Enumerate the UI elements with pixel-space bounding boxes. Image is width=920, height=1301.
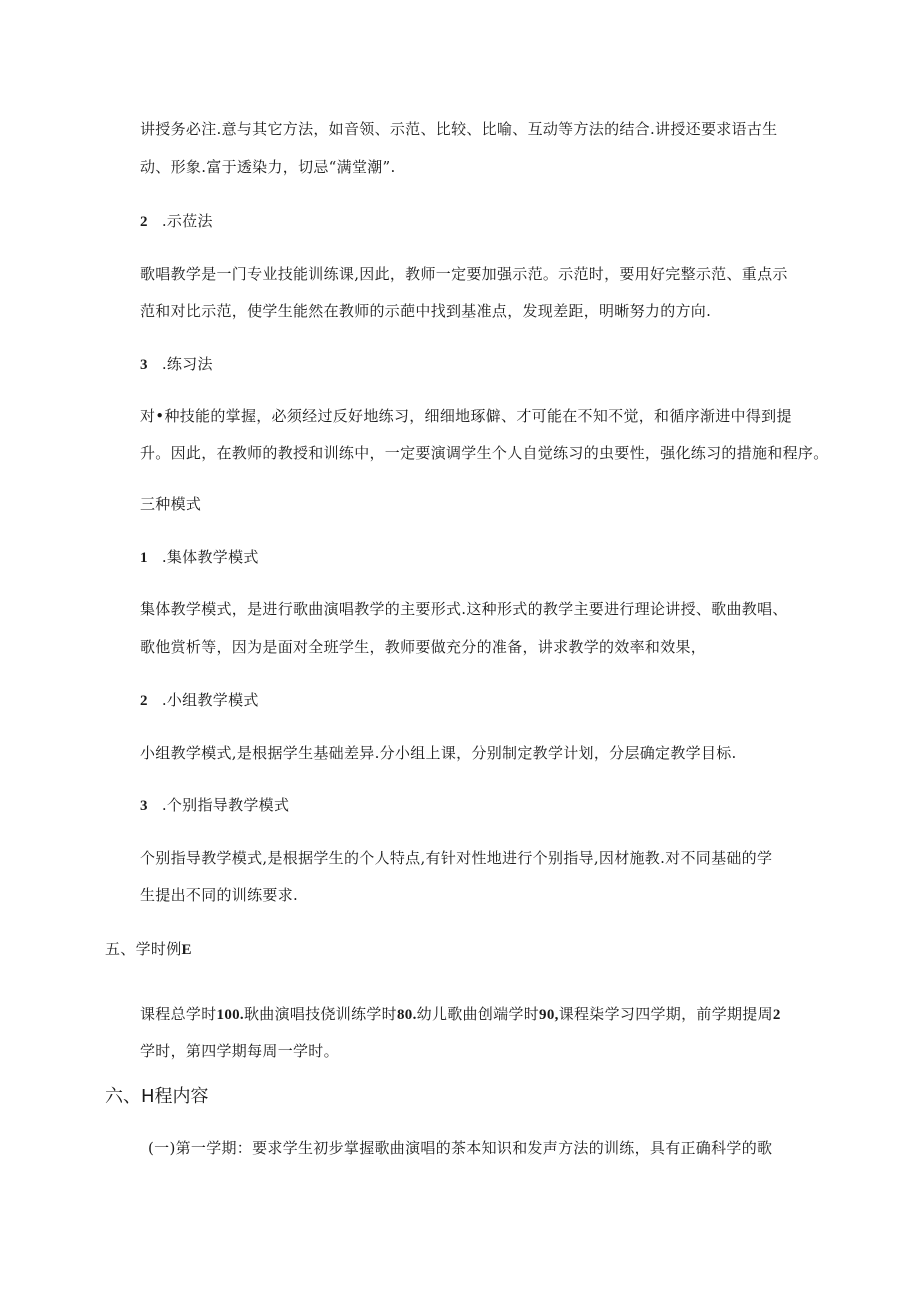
subheading-text: .集体教学模式: [161, 548, 259, 566]
subheading: [140, 795, 289, 816]
section-heading-suffix: E: [181, 942, 192, 958]
paragraph-line: 对•种技能的掌握，必须经过反好地练习，细细地琢僻、才可能在不知不觉，和循序渐进中得到提: [140, 407, 792, 425]
number-run: 90,: [539, 1007, 559, 1023]
subheading: [140, 211, 213, 232]
paragraph-line: (一)第一学期：要求学生初步掌握歌曲演唱的茶本知识和发声方法的训练，具有正确科学的歌: [148, 1139, 773, 1157]
paragraph-line: 动、形象.富于透染力，切忌“满堂潮”.: [140, 158, 396, 176]
text-run: 课程柒学习四学期，前学期提周: [558, 1005, 773, 1023]
section-heading-text: 五、学时例: [105, 940, 182, 958]
subheading: [140, 547, 259, 568]
paragraph-line: [140, 1004, 781, 1025]
text-run: 幼儿歌曲创端学时: [416, 1005, 540, 1023]
paragraph-line: 歌他赏析等，因为是面对全班学生，教师要做充分的准备，讲求教学的效率和效果，: [140, 638, 707, 656]
number-run: 2: [772, 1007, 781, 1023]
paragraph-line: 小组教学模式,是根据学生基础差异.分小组上课，分别制定教学计划，分层确定教学目标.: [140, 744, 737, 762]
paragraph-line: 范和对比示范，使学生能然在教师的示葩中找到基准点，发现差距，明晰努力的方向.: [140, 302, 712, 320]
paragraph-line: 讲授务必注.意与其它方法，如音领、示范、比较、比喻、互动等方法的结合.讲授还要求语古生: [140, 120, 778, 138]
paragraph-line: 学时，第四学期每周一学时。: [140, 1042, 339, 1060]
paragraph-line: 生提出不同的训练要求.: [140, 886, 299, 904]
subheading-number: 3: [140, 357, 148, 373]
section-heading: 三种模式: [140, 495, 202, 513]
paragraph-line: 个别指导教学模式,是根据学生的个人特点,有针对性地进行个别指导,因材施教.对不同基础的学: [140, 849, 773, 867]
subheading-text: .示莅法: [161, 212, 213, 230]
text-run: 课程总学时: [140, 1005, 217, 1023]
subheading-number: 1: [140, 550, 148, 566]
subheading-number: 2: [140, 214, 148, 230]
subheading: [140, 690, 259, 711]
section-heading: 六、H程内容: [105, 1086, 209, 1107]
subheading-number: 2: [140, 693, 148, 709]
number-run: 80.: [396, 1007, 417, 1023]
paragraph-line: 集体教学模式，是进行歌曲演唱教学的主要形式.这种形式的教学主要进行理论讲授、歌曲教唱、: [140, 600, 788, 618]
paragraph-line: 升。因此，在教师的教授和训练中，一定要演调学生个人自觉练习的虫要性，强化练习的措施和程序。: [140, 444, 829, 462]
subheading-text: .练习法: [161, 355, 213, 373]
subheading-text: .个别指导教学模式: [161, 796, 290, 814]
paragraph-line: 歌唱教学是一门专业技能训练课,因此，教师一定要加强示范。示范时，要用好完整示范、重点示: [140, 265, 788, 283]
subheading-text: .小组教学模式: [161, 691, 259, 709]
subheading: [140, 354, 213, 375]
text-run: 耿曲演唱技侥训练学时: [243, 1005, 397, 1023]
subheading-number: 3: [140, 798, 148, 814]
section-heading: [105, 939, 192, 960]
number-run: 100.: [216, 1007, 244, 1023]
